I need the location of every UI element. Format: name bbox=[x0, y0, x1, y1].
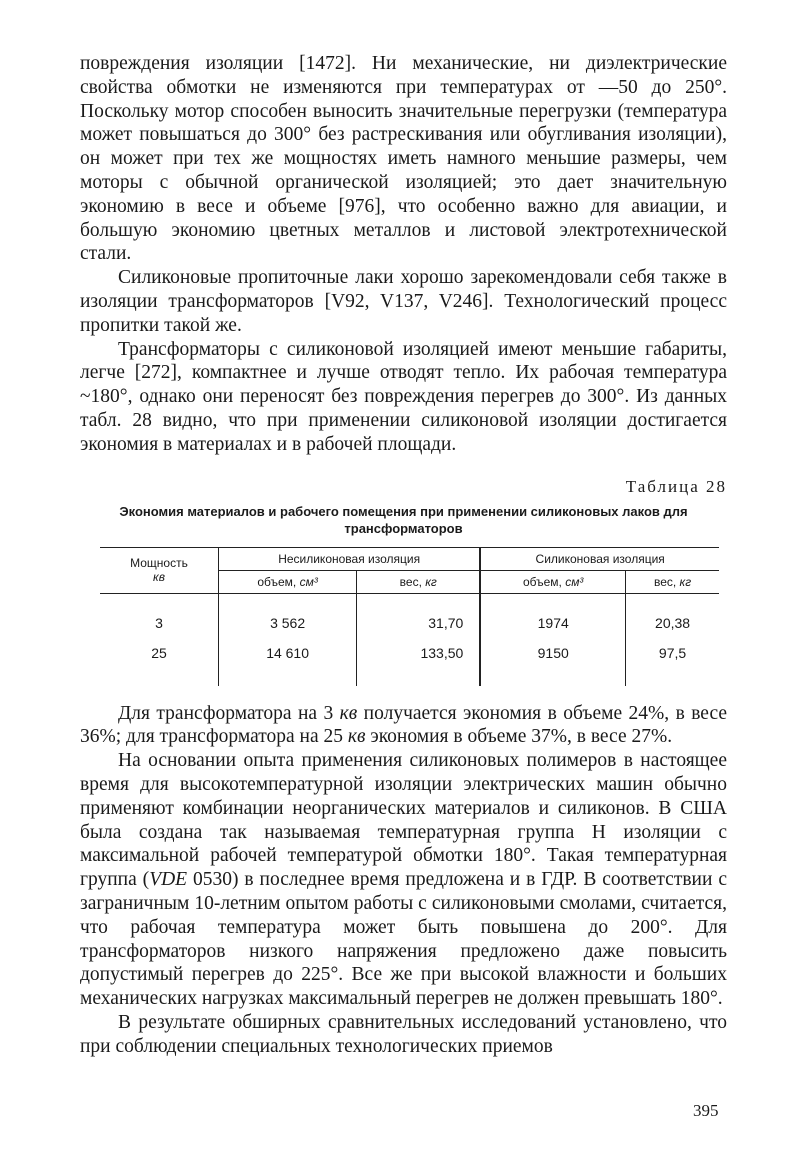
header-power-label: Мощность bbox=[130, 556, 188, 571]
paragraph-4-part-a: Для трансформатора на 3 bbox=[118, 702, 340, 724]
header-non-weight bbox=[357, 570, 481, 593]
header-group-silicone: Силиконовая изоляция bbox=[480, 547, 719, 570]
header-sil-volume-label: объем, bbox=[522, 574, 562, 589]
cell-sil-volume: 9150 bbox=[480, 638, 625, 668]
table-bottom-spacer bbox=[100, 668, 719, 686]
header-non-weight-label: вес, bbox=[399, 574, 422, 589]
paragraph-1: повреждения изоляции [1472]. Ни механические, ни диэлектрические свойства обмотки не изменяются при температурах от —50 до 250°. Поскольку мотор способен выносить значительные перегрузки (температура может повышаться до 300° без растрескивания или обугливания изоляции), он может при тех же мощностях иметь намного меньшие размеры, чем моторы с обычной органической изоляцией; это дает значительную экономию в весе и объеме [976], что особенно важно для авиации, и большую экономию цветных металлов и листовой электротехнической стали. bbox=[80, 53, 727, 265]
cell-power: 25 bbox=[151, 644, 167, 661]
header-non-weight-unit: кг bbox=[425, 574, 437, 589]
paragraph-5-vde: VDE bbox=[149, 869, 188, 891]
page-body bbox=[80, 52, 727, 1059]
cell-non-volume: 3 562 bbox=[219, 593, 357, 638]
paragraph-4 bbox=[80, 702, 727, 750]
header-sil-volume bbox=[480, 570, 625, 593]
materials-table bbox=[100, 547, 719, 686]
cell-non-weight: 31,70 bbox=[357, 593, 481, 638]
paragraph-4-unit-2: кв bbox=[347, 726, 366, 748]
header-sil-volume-unit: см³ bbox=[565, 574, 584, 589]
cell-sil-weight: 20,38 bbox=[626, 593, 719, 638]
header-sil-weight-unit: кг bbox=[679, 574, 692, 589]
cell-sil-weight: 97,5 bbox=[626, 638, 719, 668]
paragraph-2: Силиконовые пропиточные лаки хорошо зарекомендовали себя также в изоляции трансформаторов [V92, V137, V246]. Технологический процесс пропитки такой же. bbox=[80, 267, 727, 336]
header-power-unit: кв bbox=[153, 570, 165, 585]
cell-power: 3 bbox=[155, 614, 163, 631]
paragraph-5-part-b: 0530) в последнее время предложена и в ГДР. В соответствии с заграничным 10-летним опытом работы с силиконовыми смолами, считается, что рабочая температура может быть повышена до 200°. Для трансформаторов низкого напряжения предложено даже повысить допустимый перегрев до 225°. Все же при высокой влажности и больших механических нагрузках максимальный перегрев не должен превышать 180°. bbox=[80, 869, 727, 1010]
table-label: Таблица 28 bbox=[625, 476, 727, 496]
header-non-volume-unit: см³ bbox=[299, 574, 318, 589]
header-non-volume-label: объем, bbox=[257, 574, 297, 589]
paragraph-6: В результате обширных сравнительных исследований установлено, что при соблюдении специальных технологических приемов bbox=[80, 1011, 727, 1057]
cell-non-volume: 14 610 bbox=[219, 638, 357, 668]
paragraph-4-part-b: получается экономия в объеме 24%, в весе 36%; для трансформатора на 25 bbox=[80, 702, 727, 748]
paragraph-5-part-a: На основании опыта применения силиконовых полимеров в настоящее время для высокотемпературной изоляции электрических машин обычно применяют комбинации неорганических материалов и силиконов. В США была создана так называемая температурная группа Н изоляции с максимальной рабочей температурой обмотки 180°. Такая температурная группа ( bbox=[80, 750, 727, 891]
table-row bbox=[100, 638, 719, 668]
header-sil-weight-label: вес, bbox=[653, 574, 677, 589]
header-sil-weight bbox=[626, 570, 719, 593]
table-row bbox=[100, 593, 719, 638]
header-group-non-silicone: Несиликоновая изоляция bbox=[219, 547, 481, 570]
header-non-volume bbox=[219, 570, 357, 593]
paragraph-3: Трансформаторы с силиконовой изоляцией имеют меньшие габариты, легче [272], компактнее и лучше отводят тепло. Их рабочая температура ~180°, однако они переносят без повреждения перегрев до 300°. Из данных табл. 28 видно, что при применении силиконовой изоляции достигается экономия в материалах и в рабочей площади. bbox=[80, 338, 727, 455]
paragraph-5 bbox=[80, 749, 727, 1011]
cell-non-weight: 133,50 bbox=[357, 638, 481, 668]
paragraph-4-part-c: экономия в объеме 37%, в весе 27%. bbox=[365, 726, 673, 748]
page-number: 395 bbox=[693, 1101, 719, 1120]
table-caption: Экономия материалов и рабочего помещения при применении силиконовых лаков для трансформаторов bbox=[119, 503, 688, 536]
paragraph-4-unit-1: кв bbox=[339, 702, 358, 724]
header-power bbox=[100, 547, 219, 593]
cell-sil-volume: 1974 bbox=[480, 593, 625, 638]
